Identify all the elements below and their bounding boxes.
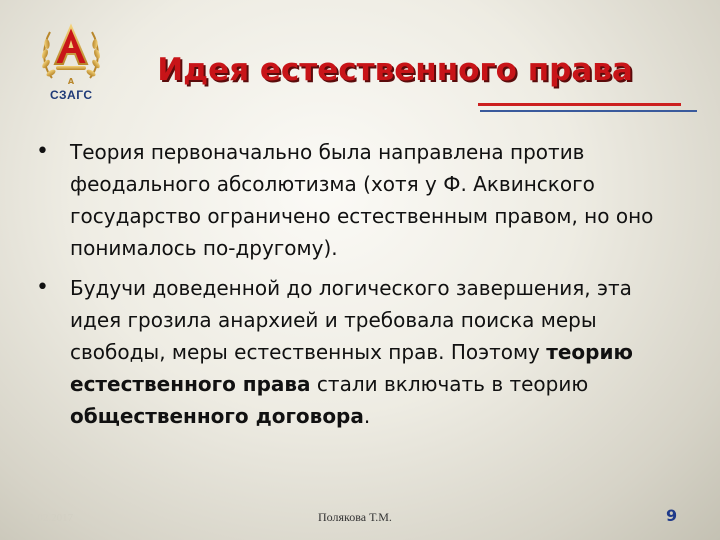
- text-run: Теория первоначально была направлена против феодального абсолютизма (хотя у Ф. Аквинского государство ограничено естественным правом, но оно понималось по-другому).: [70, 140, 654, 260]
- bold-term: теорию естественного права: [70, 340, 633, 396]
- title-underline-red: [478, 103, 681, 106]
- footer-date: 11.02.2017: [24, 512, 74, 524]
- bullet-icon: •: [36, 275, 49, 300]
- logo-caption: СЗАГС: [50, 88, 93, 102]
- footer-author: Полякова Т.М.: [318, 510, 392, 524]
- svg-text:A: A: [67, 77, 75, 86]
- bold-term: общественного договора: [70, 404, 364, 428]
- bullet-text: [70, 272, 676, 432]
- page-number: 9: [666, 506, 678, 525]
- bullet-item: [36, 136, 676, 264]
- slide-title: Идея естественного права: [157, 52, 633, 88]
- bullet-item: [36, 272, 676, 432]
- slide-body: [36, 136, 676, 440]
- bullet-text: [70, 136, 676, 264]
- text-run: .: [363, 404, 371, 428]
- text-run: Будучи доведенной до логического завершения, эта идея грозила анархией и требовала поиска меры свободы, меры естественных прав. Поэтому: [70, 276, 632, 364]
- text-run: стали включать в теорию: [310, 372, 589, 396]
- title-underline-blue: [480, 110, 697, 112]
- bullet-icon: •: [36, 139, 49, 164]
